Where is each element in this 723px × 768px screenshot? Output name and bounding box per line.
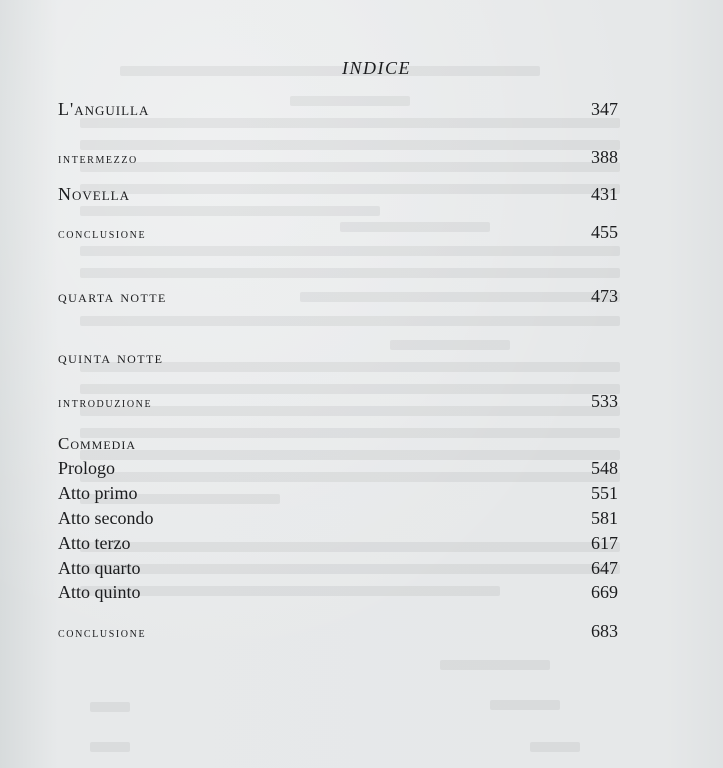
toc-entry-conclusione [58,221,618,243]
toc-entry-commedia [58,432,618,454]
toc-entry-quinta-notte [58,346,618,368]
toc-entry-atto-terzo [58,532,618,554]
toc-entry-label: Atto primo [58,483,138,503]
toc-entry-intermezzo [58,146,618,168]
index-title: INDICE [342,58,411,78]
toc-entry-label: introduzione [58,396,153,411]
toc-entry-page: 551 [591,483,618,503]
toc-entry-atto-quinto [58,581,618,603]
toc-entry-label: Novella [58,184,130,204]
toc-entry-page: 647 [591,558,618,578]
toc-entry-page: 683 [591,621,618,641]
toc-entry-label: intermezzo [58,152,138,167]
toc-entry-prologo [58,457,618,479]
toc-entry-label: conclusione [58,227,147,242]
toc-entry-anguilla [58,98,618,120]
toc-entry-page: 533 [591,391,618,411]
toc-entry-label: quarta notte [58,287,167,306]
toc-entry-page: 347 [591,99,618,119]
toc-entry-label: Atto secondo [58,508,154,528]
toc-entry-label: quinta notte [58,348,164,367]
toc-entry-label: Atto terzo [58,533,131,553]
toc-entry-conclusione-final [58,620,618,642]
toc-entry-label: L'anguilla [58,99,150,119]
toc-entry-label: conclusione [58,626,147,641]
toc-entry-quarta-notte [58,285,618,307]
toc-entry-page: 669 [591,582,618,602]
toc-entry-label: Atto quinto [58,582,141,602]
toc-entry-page: 431 [591,184,618,204]
toc-entry-label: Prologo [58,458,116,478]
toc-entry-label: Atto quarto [58,558,141,578]
toc-entry-introduzione [58,390,618,412]
toc-entry-novella [58,183,618,205]
toc-entry-atto-quarto [58,557,618,579]
toc-entry-page: 388 [591,147,618,167]
toc-entry-page: 455 [591,222,618,242]
toc-entry-label: Commedia [58,434,137,453]
toc-entry-page: 548 [591,458,618,478]
toc-entry-atto-secondo [58,507,618,529]
toc-entry-page: 617 [591,533,618,553]
toc-entry-page: 581 [591,508,618,528]
toc-entry-page: 473 [591,286,618,306]
toc-entry-atto-primo [58,482,618,504]
